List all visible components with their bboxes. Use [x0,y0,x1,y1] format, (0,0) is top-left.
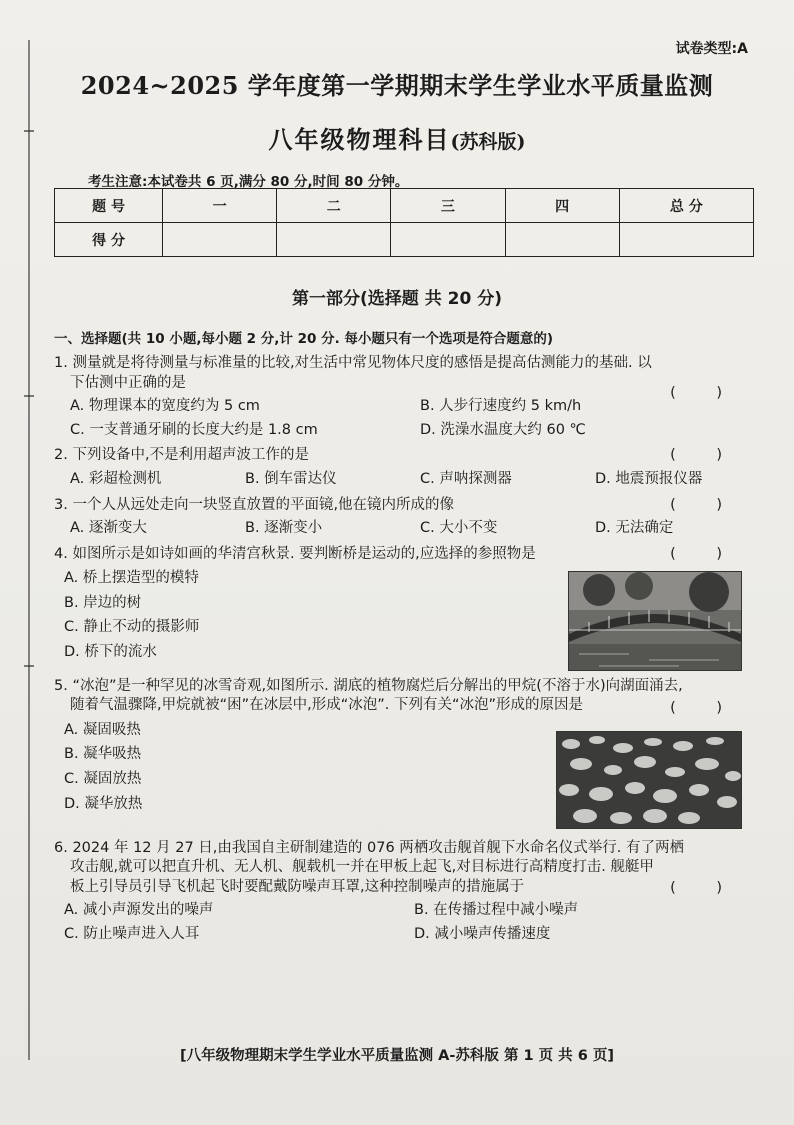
option-d: D. 无法确定 [595,520,674,537]
answer-parenthesis[interactable]: ( ) [670,545,740,562]
question-stem: 4. 如图所示是如诗如画的华清宫秋景. 要判断桥是运动的,应选择的参照物是 [54,545,536,562]
question-1 [54,354,754,440]
binding-margin-line [28,40,30,1060]
page-footer: [八年级物理期末学生学业水平质量监测 A-苏科版 第 1 页 共 6 页] [179,1048,614,1064]
score-cell: 总 分 [619,189,753,223]
options [54,397,754,440]
answer-parenthesis[interactable]: ( ) [670,699,740,716]
question-stem: 2. 下列设备中,不是利用超声波工作的是 [54,447,310,464]
paper-type-label: 试卷类型:A [675,41,748,57]
option-d: D. 凝华放热 [64,795,143,812]
option-c: C. 凝固放热 [64,770,142,787]
option-c: C. 声呐探测器 [420,471,512,488]
exam-title: 2024~2025 学年度第一学期期末学生学业水平质量监测 [80,71,714,100]
option-d: D. 桥下的流水 [64,643,157,660]
option-d: D. 减小噪声传播速度 [414,925,551,942]
option-b: B. 逐渐变小 [245,520,323,537]
question-stem: 随着气温骤降,甲烷就被“困”在冰层中,形成“冰泡”. 下列有关“冰泡”形成的原因是 [70,697,584,714]
subject-edition: (苏科版) [450,131,526,153]
score-cell: 四 [505,189,619,223]
option-a: A. 桥上摆造型的模特 [64,570,199,587]
score-table [54,188,754,257]
option-b: B. 岸边的树 [64,594,142,611]
score-input-cell[interactable] [619,223,753,257]
score-input-cell[interactable] [505,223,619,257]
subject-name: 八年级物理科目 [268,125,451,154]
section-heading: 一、选择题(共 10 小题,每小题 2 分,计 20 分. 每小题只有一个选项是符合题意的) [54,331,554,347]
binding-mark [24,665,34,667]
option-b: B. 倒车雷达仪 [245,471,337,488]
score-input-cell[interactable] [391,223,505,257]
option-a: A. 物理课本的宽度约为 5 cm [70,398,260,415]
question-6 [54,839,754,945]
options [54,901,754,944]
option-b: B. 凝华吸热 [64,746,142,763]
option-b: B. 在传播过程中减小噪声 [414,902,579,919]
question-stem: 下估测中正确的是 [70,374,186,391]
score-cell: 题 号 [55,189,163,223]
question-stem: 攻击舰,就可以把直升机、无人机、舰载机一并在甲板上起飞,对目标进行高精度打击. 舰艇甲 [70,859,654,876]
question-5 [54,677,754,833]
ice-bubble-photo [556,731,742,829]
option-c: C. 防止噪声进入人耳 [64,925,200,942]
score-cell: 二 [277,189,391,223]
question-stem: 1. 测量就是将待测量与标准量的比较,对生活中常见物体尺度的感悟是提高估测能力的基础. 以 [54,355,652,372]
binding-mark [24,395,34,397]
question-2 [54,446,754,489]
question-stem: 3. 一个人从远处走向一块竖直放置的平面镜,他在镜内所成的像 [54,496,455,513]
score-cell: 得 分 [55,223,163,257]
score-input-cell[interactable] [277,223,391,257]
question-3 [54,496,754,539]
option-a: A. 减小声源发出的噪声 [64,902,214,919]
question-4 [54,545,754,671]
answer-parenthesis[interactable]: ( ) [670,385,740,402]
option-a: A. 逐渐变大 [70,520,147,537]
score-input-cell[interactable] [163,223,277,257]
option-d: D. 地震预报仪器 [595,471,703,488]
answer-parenthesis[interactable]: ( ) [670,879,740,896]
answer-parenthesis[interactable]: ( ) [670,447,740,464]
answer-parenthesis[interactable]: ( ) [670,496,740,513]
option-b: B. 人步行速度约 5 km/h [420,398,582,415]
exam-notice: 考生注意:本试卷共 6 页,满分 80 分,时间 80 分钟。 [88,174,409,190]
subject-title [0,120,794,155]
score-table-score-row [55,223,754,257]
score-cell: 一 [163,189,277,223]
option-a: A. 彩超检测机 [70,471,162,488]
options [54,470,754,490]
question-stem: 6. 2024 年 12 月 27 日,由我国自主研制建造的 076 两栖攻击舰首舰下水命名仪式举行. 有了两栖 [54,839,685,856]
options [54,519,754,539]
question-stem: 5. “冰泡”是一种罕见的冰雪奇观,如图所示. 湖底的植物腐烂后分解出的甲烷(不溶于水)向湖面涌去, [54,677,683,694]
score-table-header-row [55,189,754,223]
option-c: C. 静止不动的摄影师 [64,619,200,636]
questions-area [54,330,754,951]
option-a: A. 凝固吸热 [64,721,141,738]
option-c: C. 一支普通牙刷的长度大约是 1.8 cm [70,421,318,438]
score-cell: 三 [391,189,505,223]
option-d: D. 洗澡水温度大约 60 ℃ [420,421,586,438]
option-c: C. 大小不变 [420,520,498,537]
question-stem: 板上引导员引导飞机起飞时要配戴防噪声耳罩,这种控制噪声的措施属于 [70,878,525,895]
part-title: 第一部分(选择题 共 20 分) [292,289,502,309]
bridge-photo [568,571,742,671]
